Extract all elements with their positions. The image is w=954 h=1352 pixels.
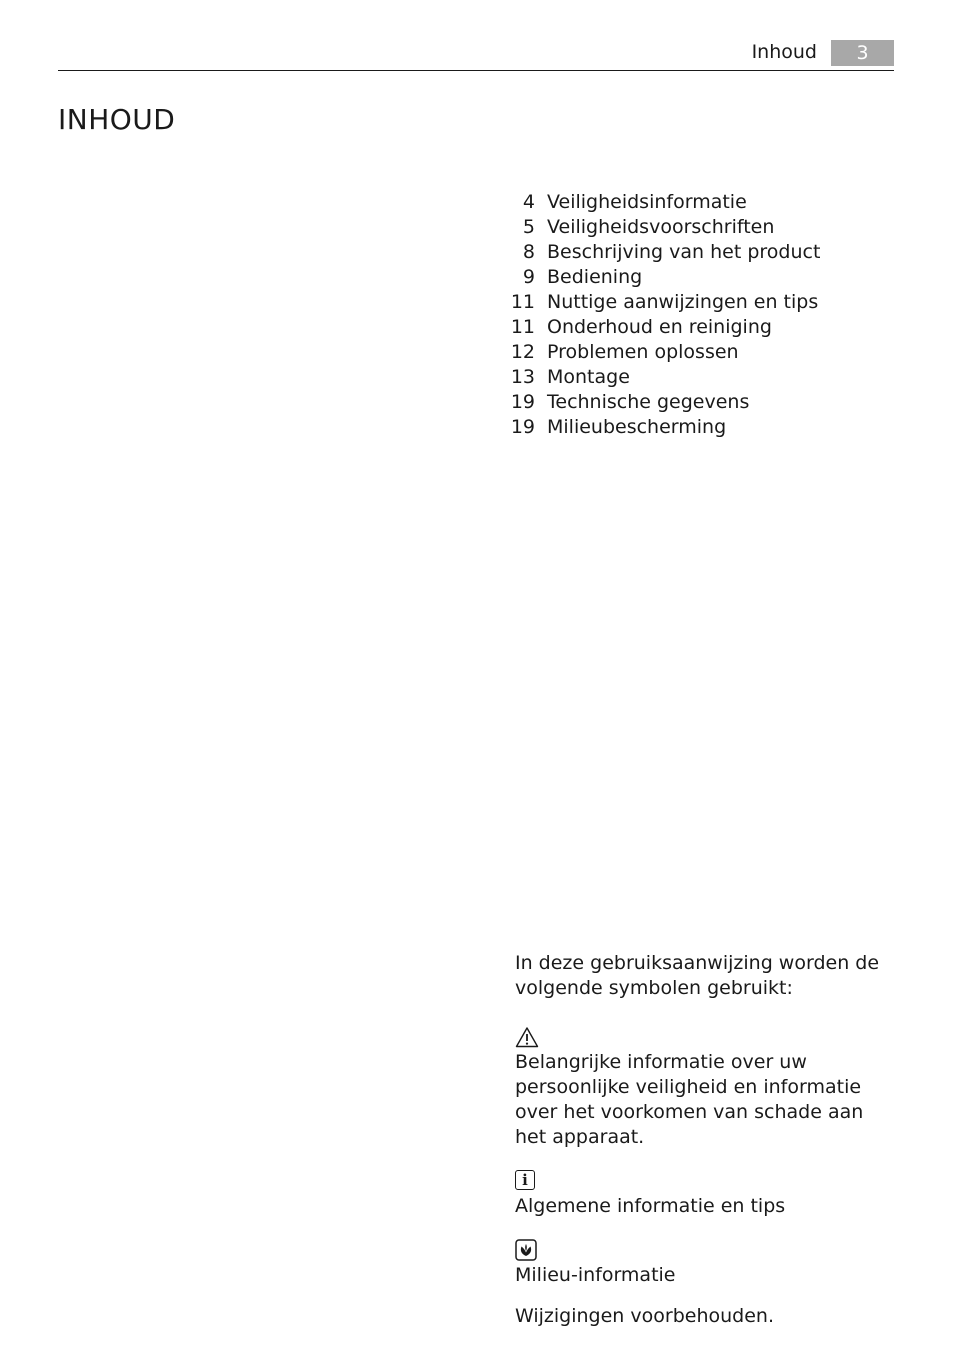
toc-page-number: 9 — [522, 266, 535, 288]
table-of-contents — [505, 190, 820, 440]
toc-label: Technische gegevens — [547, 391, 750, 413]
environment-icon — [515, 1239, 895, 1263]
warning-triangle-icon — [515, 1026, 895, 1050]
page-title: INHOUD — [58, 103, 176, 136]
toc-label: Beschrijving van het product — [547, 241, 821, 263]
info-glyph: i — [515, 1170, 535, 1190]
toc-page-number: 11 — [510, 316, 535, 338]
symbols-intro: In deze gebruiksaanwijzing worden de volgende symbolen gebruikt: — [515, 952, 880, 999]
toc-label: Montage — [547, 366, 630, 388]
toc-entry[interactable] — [505, 290, 820, 315]
toc-entry[interactable] — [505, 365, 820, 390]
disclaimer-text: Wijzigingen voorbehouden. — [515, 1305, 774, 1327]
toc-page-number: 8 — [522, 241, 535, 263]
toc-entry[interactable] — [505, 215, 820, 240]
header-divider — [58, 70, 894, 71]
toc-page-number: 13 — [510, 366, 535, 388]
toc-entry[interactable] — [505, 415, 820, 440]
toc-entry[interactable] — [505, 190, 820, 215]
toc-entry[interactable] — [505, 340, 820, 365]
running-header-title: Inhoud — [751, 41, 817, 63]
toc-page-number: 11 — [510, 291, 535, 313]
toc-label: Bediening — [547, 266, 643, 288]
page-number-badge: 3 — [831, 40, 894, 66]
toc-page-number: 4 — [522, 191, 535, 213]
toc-entry[interactable] — [505, 315, 820, 340]
toc-page-number: 19 — [510, 416, 535, 438]
info-icon — [515, 1170, 895, 1194]
toc-page-number: 5 — [522, 216, 535, 238]
symbols-legend — [515, 951, 895, 1329]
toc-label: Veiligheidsinformatie — [547, 191, 747, 213]
toc-entry[interactable] — [505, 265, 820, 290]
toc-page-number: 19 — [510, 391, 535, 413]
warning-text: Belangrijke informatie over uw persoonlijke veiligheid en informatie over het voorkomen van schade aan het apparaat. — [515, 1051, 864, 1148]
toc-entry[interactable] — [505, 240, 820, 265]
toc-entry[interactable] — [505, 390, 820, 415]
environment-text: Milieu-informatie — [515, 1264, 676, 1286]
info-text: Algemene informatie en tips — [515, 1195, 786, 1217]
toc-label: Veiligheidsvoorschriften — [547, 216, 775, 238]
toc-label: Problemen oplossen — [547, 341, 739, 363]
toc-label: Nuttige aanwijzingen en tips — [547, 291, 819, 313]
toc-label: Onderhoud en reiniging — [547, 316, 772, 338]
toc-label: Milieubescherming — [547, 416, 727, 438]
toc-page-number: 12 — [510, 341, 535, 363]
